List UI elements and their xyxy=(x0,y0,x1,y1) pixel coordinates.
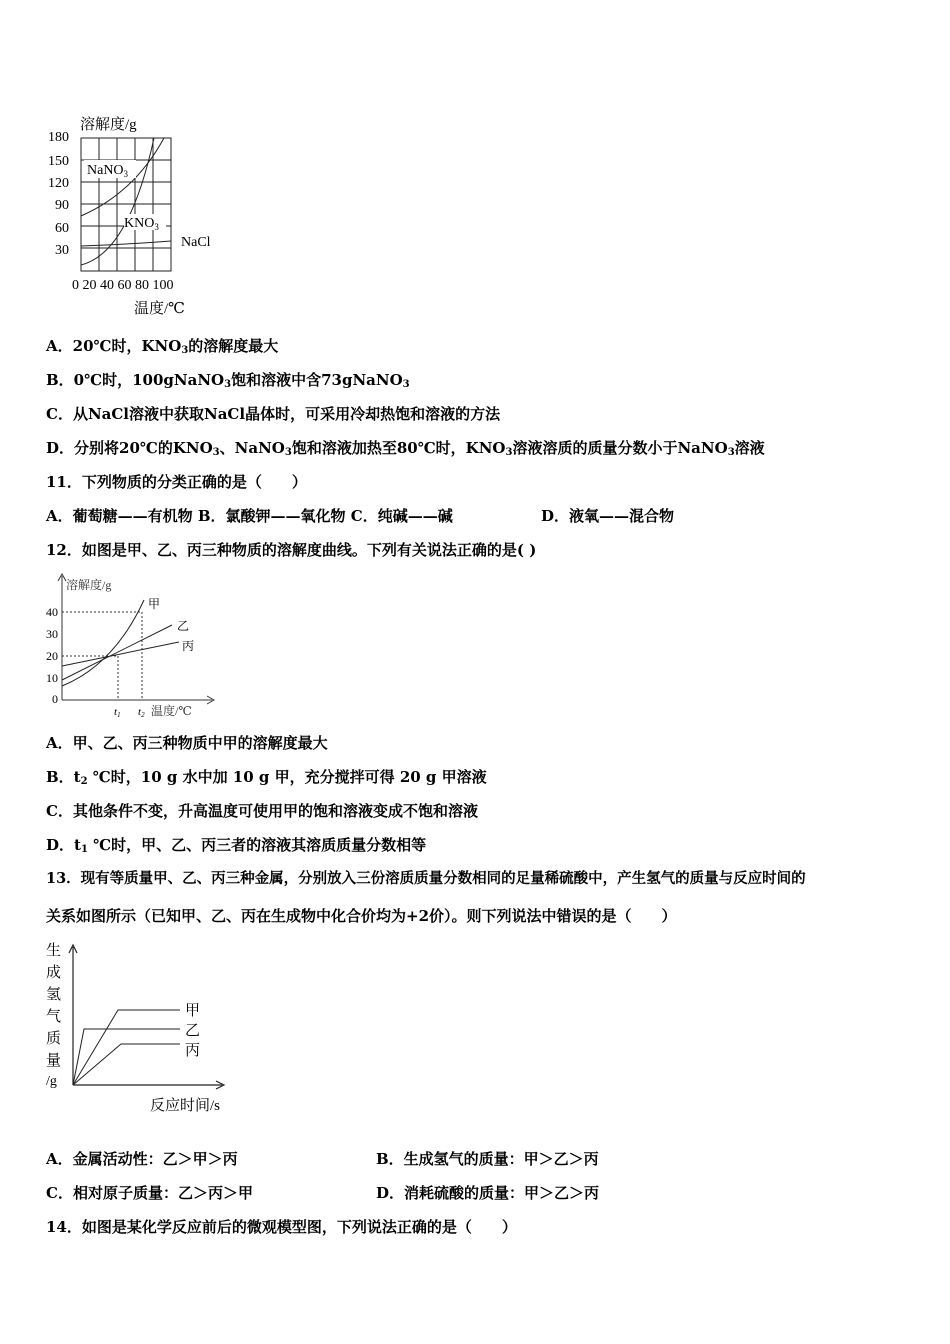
q12-stem: 12．如图是甲、乙、丙三种物质的溶解度曲线。下列有关说法正确的是( ) xyxy=(46,541,537,559)
svg-text:NaNO3: NaNO$_3$ xyxy=(87,163,129,179)
fig3-ylabel-char-5: 质 xyxy=(46,1031,62,1047)
q11-option-d: D．液氧——混合物 xyxy=(541,507,675,525)
fig1-ytick-120: 120 xyxy=(48,176,69,191)
fig2-ytick-10: 10 xyxy=(46,671,58,685)
q10-option-a: A．20℃时，$KNO_3$的溶解度最大 xyxy=(46,337,279,356)
fig1-xlabel: 温度/℃ xyxy=(134,301,185,317)
q13-stem-line1: 13．现有等质量甲、乙、丙三种金属，分别放入三份溶质质量分数相同的足量稀硫酸中，产生氢气的质量与反应时间的 xyxy=(46,870,806,887)
fig3-ylabel-char-7: /g xyxy=(46,1074,57,1089)
nano3-label: NaNO xyxy=(87,163,124,178)
jia-label: 甲 xyxy=(148,597,161,611)
q13-option-d: D．消耗硫酸的质量：甲＞乙＞丙 xyxy=(376,1184,600,1202)
q10-option-b: B．0℃时，100gNaNO$_3$饱和溶液中含73gNaNO$_3$ xyxy=(46,371,410,390)
q12-option-c: C．其他条件不变，升高温度可使用甲的饱和溶液变成不饱和溶液 xyxy=(46,802,478,820)
bing-line xyxy=(73,1044,180,1085)
q11-stem: 11．下列物质的分类正确的是（ ） xyxy=(46,473,307,491)
jia-series-label: 甲 xyxy=(185,1003,201,1019)
q10-option-d: D．分别将20℃的$KNO_3$、NaNO$_3$饱和溶液加热至80℃时，$KNO_3$溶液溶质的质量分数小于NaNO$_3$溶液 xyxy=(46,439,765,458)
fig2-ylabel: 溶解度/g xyxy=(66,578,112,592)
bing-label: 丙 xyxy=(182,639,195,653)
q13-option-c: C．相对原子质量：乙＞丙＞甲 xyxy=(46,1184,253,1202)
jia-line xyxy=(73,1010,180,1085)
q13-option-a: A．金属活动性：乙＞甲＞丙 xyxy=(46,1150,238,1168)
fig3-ylabel-char-2: 成 xyxy=(46,965,62,981)
svg-text:KNO3: $KNO_3$ xyxy=(124,216,159,232)
fig3-xlabel: 反应时间/s xyxy=(150,1098,221,1114)
fig1-ytick-150: 150 xyxy=(48,154,69,169)
q14-stem: 14．如图是某化学反应前后的微观模型图，下列说法正确的是（ ） xyxy=(46,1218,517,1236)
fig1-ylabel: 溶解度/g xyxy=(80,117,137,133)
nacl-curve xyxy=(81,241,171,246)
bing-curve xyxy=(62,642,179,666)
svg-text:t2: t2 xyxy=(138,706,145,719)
t2-label: t xyxy=(138,706,142,718)
fig3-ylabel-char-1: 生 xyxy=(46,943,62,959)
yi-label: 乙 xyxy=(177,619,190,633)
fig2-ytick-40: 40 xyxy=(46,605,58,619)
fig2-xlabel: 温度/℃ xyxy=(151,704,192,718)
q12-option-d: D．$t_1$ ℃时，甲、乙、丙三者的溶液其溶质质量分数相等 xyxy=(46,836,427,855)
q10-option-c: C．从NaCl溶液中获取NaCl晶体时，可采用冷却热饱和溶液的方法 xyxy=(46,405,501,423)
q12-option-a: A．甲、乙、丙三种物质中甲的溶解度最大 xyxy=(46,734,328,752)
fig1-ytick-180: 180 xyxy=(48,130,69,145)
fig1-ytick-60: 60 xyxy=(55,221,69,236)
kno3-label: KNO xyxy=(124,216,155,231)
nacl-label: NaCl xyxy=(181,235,211,250)
fig1-ytick-30: 30 xyxy=(55,243,69,258)
hydrogen-chart xyxy=(44,935,244,1120)
jia-curve xyxy=(62,600,144,686)
fig1-grid xyxy=(81,138,171,271)
q13-stem-line2: 关系如图所示（已知甲、乙、丙在生成物中化合价均为+2价）。则下列说法中错误的是（ ） xyxy=(46,907,677,925)
svg-text:t1: t1 xyxy=(114,706,121,719)
fig3-ylabel-char-3: 氢 xyxy=(46,987,62,1003)
t1-label: t xyxy=(114,706,118,718)
yi-curve xyxy=(62,625,172,680)
fig2-ytick-0: 0 xyxy=(52,692,58,706)
solubility-chart-2 xyxy=(44,570,224,720)
bing-series-label: 丙 xyxy=(185,1043,201,1059)
fig1-xticks: 0 20 40 60 80 100 xyxy=(72,278,174,293)
q12-option-b: B．$t_2$ ℃时，10 g 水中加 10 g 甲，充分搅拌可得 20 g 甲溶液 xyxy=(46,768,487,787)
q13-option-b: B．生成氢气的质量：甲＞乙＞丙 xyxy=(376,1150,599,1168)
fig1-ytick-90: 90 xyxy=(55,198,69,213)
fig3-ylabel-char-6: 量 xyxy=(46,1053,62,1069)
fig3-ylabel-char-4: 气 xyxy=(46,1009,62,1025)
q11-options-abc: A．葡萄糖——有机物 B．氯酸钾——氧化物 C．纯碱——碱 xyxy=(46,507,453,525)
fig2-ytick-30: 30 xyxy=(46,627,58,641)
fig2-ytick-20: 20 xyxy=(46,649,58,663)
yi-series-label: 乙 xyxy=(185,1023,201,1039)
solubility-chart-1 xyxy=(44,108,244,320)
yi-line xyxy=(73,1029,180,1085)
